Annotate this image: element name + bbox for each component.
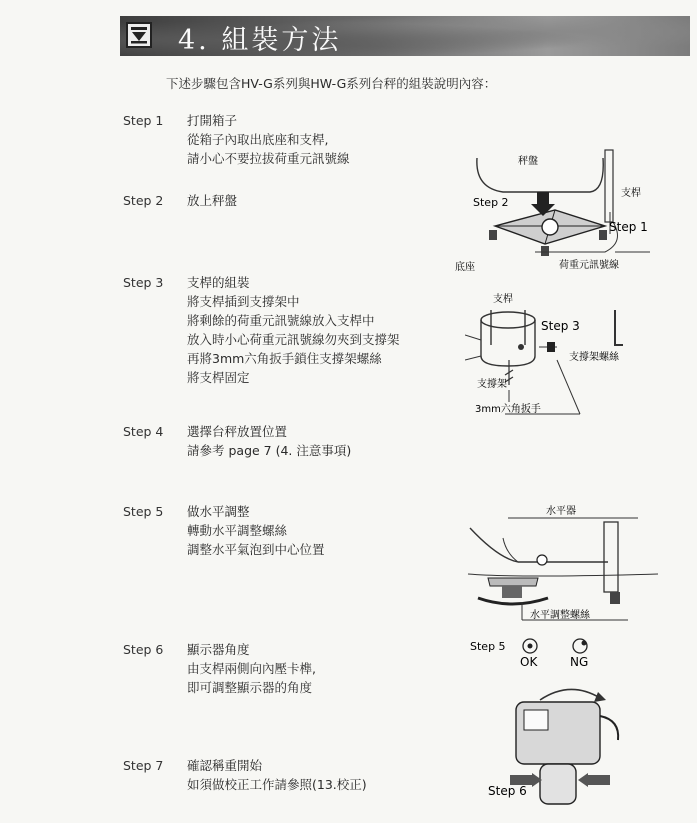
label-step6: Step 6 — [488, 784, 527, 798]
step-label: Step 1 — [123, 113, 164, 128]
label-cable: 荷重元訊號線 — [559, 260, 619, 271]
step-title: 放上秤盤 — [187, 193, 238, 208]
step-4 — [123, 422, 351, 460]
step-line: 請參考 page 7 (4. 注意事項) — [187, 443, 352, 458]
figure-display-angle — [480, 680, 660, 810]
step-title: 選擇台秤放置位置 — [187, 424, 288, 439]
step-line: 將支桿插到支撐架中 — [187, 294, 300, 309]
label-pan: 秤盤 — [518, 156, 538, 167]
step-line: 再將3mm六角扳手鎖住支撐架螺絲 — [187, 351, 382, 366]
step-5 — [123, 502, 325, 559]
section-title: 4. 組裝方法 — [178, 25, 342, 56]
label-step2: Step 2 — [473, 196, 509, 209]
label-step1: Step 1 — [609, 220, 648, 234]
step-line: 從箱子內取出底座和支桿, — [187, 132, 329, 147]
label-ng: NG — [570, 655, 589, 669]
step-line: 將剩餘的荷重元訊號線放入支桿中 — [187, 313, 375, 328]
label-ok: OK — [520, 655, 538, 669]
label-bracket: 支撐架 — [477, 379, 507, 390]
step-line: 轉動水平調整螺絲 — [187, 523, 288, 538]
label-hex-wrench: 3mm六角扳手 — [475, 404, 541, 415]
figure-base-assembly — [455, 148, 655, 278]
step-title: 支桿的組裝 — [187, 275, 250, 290]
step-label: Step 2 — [123, 193, 164, 208]
section-banner — [120, 16, 690, 56]
step-label: Step 4 — [123, 424, 164, 439]
download-arrow-icon — [126, 22, 152, 48]
label-base: 底座 — [455, 262, 475, 273]
step-title: 做水平調整 — [187, 504, 250, 519]
step-6 — [123, 640, 316, 697]
step-7 — [123, 756, 367, 794]
step-line: 如須做校正工作請參照(13.校正) — [187, 777, 367, 792]
step-label: Step 6 — [123, 642, 164, 657]
label-step5: Step 5 — [470, 640, 506, 653]
step-line: 將支桿固定 — [187, 370, 250, 385]
step-1 — [123, 111, 350, 168]
step-line: 調整水平氣泡到中心位置 — [187, 542, 325, 557]
label-pole: 支桿 — [621, 188, 641, 199]
step-3 — [123, 273, 400, 387]
step-line: 請小心不要拉拔荷重元訊號線 — [187, 151, 350, 166]
figure-pole-assembly — [465, 290, 665, 425]
label-pole: 支桿 — [493, 294, 513, 305]
step-title: 確認稱重開始 — [187, 758, 263, 773]
step-label: Step 5 — [123, 504, 164, 519]
figure-leveling — [458, 498, 663, 673]
label-step3: Step 3 — [541, 319, 580, 333]
step-label: Step 7 — [123, 758, 164, 773]
step-title: 打開箱子 — [187, 113, 238, 128]
step-title: 顯示器角度 — [187, 642, 250, 657]
label-bracket-screw: 支撐架螺絲 — [569, 352, 619, 363]
intro-text: 下述步驟包含HV-G系列與HW-G系列台秤的組裝說明內容： — [166, 76, 497, 91]
step-label: Step 3 — [123, 275, 164, 290]
step-line: 放入時小心荷重元訊號線勿夾到支撐架 — [187, 332, 400, 347]
label-level-foot: 水平調整螺絲 — [530, 610, 590, 621]
step-line: 由支桿兩側向內壓卡榫, — [187, 661, 316, 676]
step-line: 即可調整顯示器的角度 — [187, 680, 313, 695]
label-level: 水平器 — [546, 506, 576, 517]
step-2 — [123, 191, 237, 210]
